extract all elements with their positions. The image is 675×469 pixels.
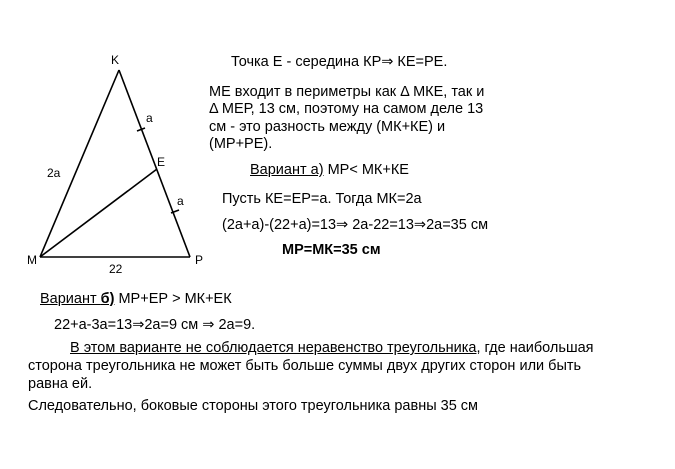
triangle-inequality-note-line-3: равна ей. [28, 376, 93, 392]
vertex-label-p: P [195, 253, 204, 267]
conclusion: Следовательно, боковые стороны этого треугольника равны 35 см [28, 398, 479, 414]
vertex-label-k: K [111, 53, 120, 67]
variant-b-prefix: Вариант [40, 291, 101, 307]
side-kp-line [119, 70, 190, 257]
note-rest: , где наибольшая [476, 340, 594, 356]
explanation-line-2: Δ МЕР, 13 см, поэтому на самом деле 13 [209, 101, 484, 117]
side-label-ke: a [146, 111, 153, 125]
variant-a-label: Вариант а) [250, 162, 324, 178]
side-label-mk: 2a [47, 166, 61, 180]
vertex-label-e: E [157, 155, 166, 169]
variant-a-condition: МР< МК+КЕ [323, 162, 409, 178]
explanation-line-1: МЕ входит в периметры как Δ МКЕ, так и [209, 84, 485, 100]
triangle-inequality-note-line-2: сторона треугольника не может быть больше суммы двух других сторон или быть [28, 358, 582, 374]
vertex-label-m: M [27, 253, 37, 267]
explanation-line-3: см - это разность между (МК+КЕ) и [209, 119, 446, 135]
explanation-line-4: (МР+РЕ). [209, 136, 273, 152]
side-mk-line [40, 70, 119, 257]
let-statement: Пусть КЕ=ЕР=а. Тогда МК=2а [222, 191, 422, 207]
median-me-line [40, 169, 157, 257]
side-label-mp: 22 [109, 262, 123, 276]
variant-b-heading [40, 291, 232, 308]
equation-b: 22+а-3а=13⇒2а=9 см ⇒ 2а=9. [54, 317, 256, 333]
variant-b-condition: МР+ЕР > МК+ЕК [114, 291, 232, 307]
midpoint-statement: Точка Е - середина КР⇒ КЕ=РЕ. [231, 54, 448, 70]
side-label-ep: a [177, 194, 184, 208]
triangle-inequality-note-line-1 [70, 340, 594, 357]
variant-b-letter: б) [100, 291, 115, 307]
equation-a: (2а+а)-(22+а)=13⇒ 2а-22=13⇒2а=35 см [222, 217, 489, 233]
variant-a-heading [250, 162, 409, 179]
result-a: МР=МК=35 см [282, 242, 381, 258]
note-underlined: В этом варианте не соблюдается неравенство треугольника [70, 340, 477, 356]
